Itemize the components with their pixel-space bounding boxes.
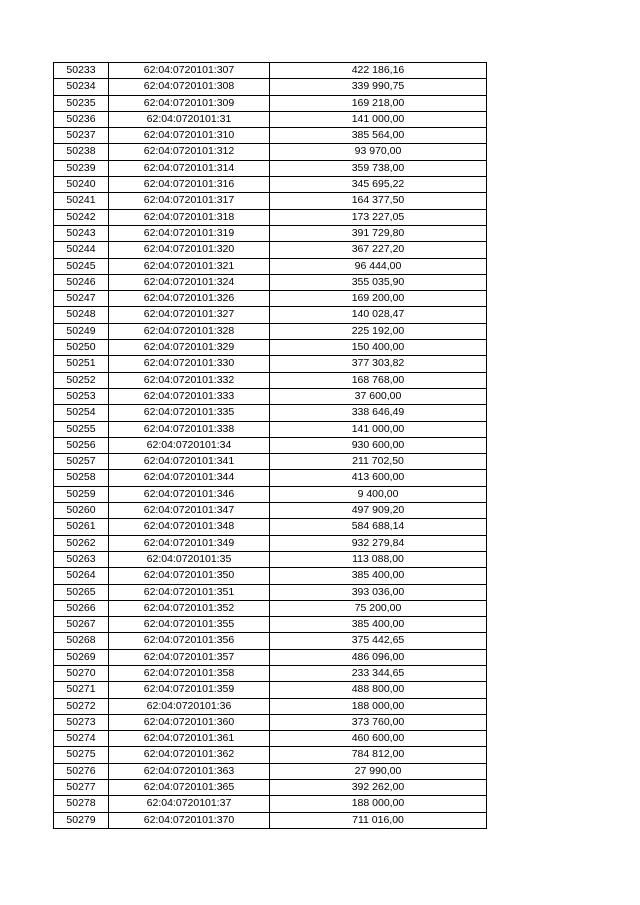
table-row	[54, 177, 487, 193]
row-number-cell: 50233	[54, 63, 109, 79]
row-number-cell: 50261	[54, 519, 109, 535]
data-table	[53, 62, 487, 829]
row-number-cell: 50254	[54, 405, 109, 421]
value-cell: 168 768,00	[270, 372, 487, 388]
value-cell: 488 800,00	[270, 682, 487, 698]
cadastral-number-cell: 62:04:0720101:370	[109, 812, 270, 828]
row-number-cell: 50275	[54, 747, 109, 763]
row-number-cell: 50278	[54, 796, 109, 812]
row-number-cell: 50272	[54, 698, 109, 714]
cadastral-number-cell: 62:04:0720101:329	[109, 340, 270, 356]
cadastral-number-cell: 62:04:0720101:346	[109, 486, 270, 502]
value-cell: 355 035,90	[270, 274, 487, 290]
row-number-cell: 50266	[54, 600, 109, 616]
value-cell: 173 227,05	[270, 209, 487, 225]
row-number-cell: 50246	[54, 274, 109, 290]
row-number-cell: 50242	[54, 209, 109, 225]
cadastral-number-cell: 62:04:0720101:324	[109, 274, 270, 290]
row-number-cell: 50239	[54, 160, 109, 176]
row-number-cell: 50264	[54, 568, 109, 584]
cadastral-number-cell: 62:04:0720101:321	[109, 258, 270, 274]
value-cell: 460 600,00	[270, 731, 487, 747]
value-cell: 93 970,00	[270, 144, 487, 160]
cadastral-number-cell: 62:04:0720101:349	[109, 535, 270, 551]
cadastral-number-cell: 62:04:0720101:347	[109, 503, 270, 519]
cadastral-number-cell: 62:04:0720101:361	[109, 731, 270, 747]
table-row	[54, 649, 487, 665]
table-row	[54, 258, 487, 274]
row-number-cell: 50245	[54, 258, 109, 274]
table-row	[54, 780, 487, 796]
table-row	[54, 584, 487, 600]
row-number-cell: 50238	[54, 144, 109, 160]
row-number-cell: 50276	[54, 763, 109, 779]
cadastral-number-cell: 62:04:0720101:362	[109, 747, 270, 763]
value-cell: 422 186,16	[270, 63, 487, 79]
row-number-cell: 50244	[54, 242, 109, 258]
table-row	[54, 291, 487, 307]
cadastral-number-cell: 62:04:0720101:332	[109, 372, 270, 388]
cadastral-number-cell: 62:04:0720101:335	[109, 405, 270, 421]
cadastral-number-cell: 62:04:0720101:316	[109, 177, 270, 193]
table-row	[54, 470, 487, 486]
cadastral-number-cell: 62:04:0720101:356	[109, 633, 270, 649]
cadastral-number-cell: 62:04:0720101:320	[109, 242, 270, 258]
cadastral-number-cell: 62:04:0720101:341	[109, 454, 270, 470]
table-body	[54, 63, 487, 829]
table-row	[54, 763, 487, 779]
value-cell: 233 344,65	[270, 665, 487, 681]
table-row	[54, 323, 487, 339]
value-cell: 486 096,00	[270, 649, 487, 665]
table-row	[54, 340, 487, 356]
cadastral-number-cell: 62:04:0720101:333	[109, 388, 270, 404]
value-cell: 413 600,00	[270, 470, 487, 486]
cadastral-number-cell: 62:04:0720101:314	[109, 160, 270, 176]
table-row	[54, 63, 487, 79]
value-cell: 27 990,00	[270, 763, 487, 779]
value-cell: 932 279,84	[270, 535, 487, 551]
value-cell: 75 200,00	[270, 600, 487, 616]
row-number-cell: 50269	[54, 649, 109, 665]
table-row	[54, 372, 487, 388]
value-cell: 37 600,00	[270, 388, 487, 404]
table-row	[54, 193, 487, 209]
table-row	[54, 209, 487, 225]
row-number-cell: 50250	[54, 340, 109, 356]
value-cell: 711 016,00	[270, 812, 487, 828]
row-number-cell: 50259	[54, 486, 109, 502]
row-number-cell: 50234	[54, 79, 109, 95]
value-cell: 367 227,20	[270, 242, 487, 258]
table-row	[54, 128, 487, 144]
table-row	[54, 682, 487, 698]
row-number-cell: 50273	[54, 714, 109, 730]
row-number-cell: 50262	[54, 535, 109, 551]
cadastral-number-cell: 62:04:0720101:351	[109, 584, 270, 600]
cadastral-number-cell: 62:04:0720101:360	[109, 714, 270, 730]
row-number-cell: 50252	[54, 372, 109, 388]
cadastral-number-cell: 62:04:0720101:348	[109, 519, 270, 535]
row-number-cell: 50271	[54, 682, 109, 698]
cadastral-number-cell: 62:04:0720101:359	[109, 682, 270, 698]
cadastral-number-cell: 62:04:0720101:338	[109, 421, 270, 437]
table-row	[54, 225, 487, 241]
value-cell: 140 028,47	[270, 307, 487, 323]
value-cell: 345 695,22	[270, 177, 487, 193]
cadastral-number-cell: 62:04:0720101:358	[109, 665, 270, 681]
row-number-cell: 50270	[54, 665, 109, 681]
cadastral-number-cell: 62:04:0720101:365	[109, 780, 270, 796]
cadastral-number-cell: 62:04:0720101:31	[109, 111, 270, 127]
row-number-cell: 50255	[54, 421, 109, 437]
value-cell: 338 646,49	[270, 405, 487, 421]
table-row	[54, 111, 487, 127]
value-cell: 113 088,00	[270, 551, 487, 567]
cadastral-number-cell: 62:04:0720101:327	[109, 307, 270, 323]
cadastral-number-cell: 62:04:0720101:317	[109, 193, 270, 209]
table-row	[54, 747, 487, 763]
value-cell: 339 990,75	[270, 79, 487, 95]
row-number-cell: 50247	[54, 291, 109, 307]
table-row	[54, 503, 487, 519]
value-cell: 169 218,00	[270, 95, 487, 111]
row-number-cell: 50235	[54, 95, 109, 111]
table-row	[54, 356, 487, 372]
table-row	[54, 486, 487, 502]
value-cell: 385 400,00	[270, 617, 487, 633]
value-cell: 930 600,00	[270, 437, 487, 453]
table-row	[54, 405, 487, 421]
cadastral-number-cell: 62:04:0720101:326	[109, 291, 270, 307]
value-cell: 359 738,00	[270, 160, 487, 176]
table-row	[54, 519, 487, 535]
value-cell: 141 000,00	[270, 111, 487, 127]
row-number-cell: 50251	[54, 356, 109, 372]
table-row	[54, 535, 487, 551]
cadastral-number-cell: 62:04:0720101:34	[109, 437, 270, 453]
cadastral-number-cell: 62:04:0720101:309	[109, 95, 270, 111]
table-row	[54, 454, 487, 470]
row-number-cell: 50249	[54, 323, 109, 339]
value-cell: 385 400,00	[270, 568, 487, 584]
value-cell: 377 303,82	[270, 356, 487, 372]
value-cell: 150 400,00	[270, 340, 487, 356]
value-cell: 375 442,65	[270, 633, 487, 649]
cadastral-number-cell: 62:04:0720101:310	[109, 128, 270, 144]
value-cell: 373 760,00	[270, 714, 487, 730]
row-number-cell: 50237	[54, 128, 109, 144]
table-row	[54, 144, 487, 160]
document-page	[53, 62, 487, 829]
table-row	[54, 95, 487, 111]
row-number-cell: 50258	[54, 470, 109, 486]
table-row	[54, 437, 487, 453]
table-row	[54, 160, 487, 176]
table-row	[54, 274, 487, 290]
table-row	[54, 568, 487, 584]
row-number-cell: 50256	[54, 437, 109, 453]
row-number-cell: 50265	[54, 584, 109, 600]
cadastral-number-cell: 62:04:0720101:352	[109, 600, 270, 616]
cadastral-number-cell: 62:04:0720101:307	[109, 63, 270, 79]
value-cell: 784 812,00	[270, 747, 487, 763]
row-number-cell: 50257	[54, 454, 109, 470]
table-row	[54, 242, 487, 258]
cadastral-number-cell: 62:04:0720101:36	[109, 698, 270, 714]
cadastral-number-cell: 62:04:0720101:344	[109, 470, 270, 486]
value-cell: 393 036,00	[270, 584, 487, 600]
value-cell: 188 000,00	[270, 796, 487, 812]
cadastral-number-cell: 62:04:0720101:330	[109, 356, 270, 372]
row-number-cell: 50268	[54, 633, 109, 649]
row-number-cell: 50236	[54, 111, 109, 127]
table-row	[54, 665, 487, 681]
value-cell: 584 688,14	[270, 519, 487, 535]
cadastral-number-cell: 62:04:0720101:328	[109, 323, 270, 339]
table-row	[54, 731, 487, 747]
value-cell: 9 400,00	[270, 486, 487, 502]
value-cell: 169 200,00	[270, 291, 487, 307]
row-number-cell: 50263	[54, 551, 109, 567]
cadastral-number-cell: 62:04:0720101:355	[109, 617, 270, 633]
row-number-cell: 50260	[54, 503, 109, 519]
table-row	[54, 714, 487, 730]
value-cell: 385 564,00	[270, 128, 487, 144]
row-number-cell: 50277	[54, 780, 109, 796]
cadastral-number-cell: 62:04:0720101:35	[109, 551, 270, 567]
table-row	[54, 796, 487, 812]
row-number-cell: 50248	[54, 307, 109, 323]
row-number-cell: 50279	[54, 812, 109, 828]
table-row	[54, 698, 487, 714]
value-cell: 392 262,00	[270, 780, 487, 796]
cadastral-number-cell: 62:04:0720101:318	[109, 209, 270, 225]
value-cell: 164 377,50	[270, 193, 487, 209]
cadastral-number-cell: 62:04:0720101:319	[109, 225, 270, 241]
cadastral-number-cell: 62:04:0720101:312	[109, 144, 270, 160]
table-row	[54, 421, 487, 437]
row-number-cell: 50253	[54, 388, 109, 404]
cadastral-number-cell: 62:04:0720101:350	[109, 568, 270, 584]
value-cell: 391 729,80	[270, 225, 487, 241]
cadastral-number-cell: 62:04:0720101:37	[109, 796, 270, 812]
value-cell: 211 702,50	[270, 454, 487, 470]
table-row	[54, 79, 487, 95]
row-number-cell: 50240	[54, 177, 109, 193]
value-cell: 141 000,00	[270, 421, 487, 437]
table-row	[54, 617, 487, 633]
cadastral-number-cell: 62:04:0720101:308	[109, 79, 270, 95]
row-number-cell: 50267	[54, 617, 109, 633]
table-row	[54, 388, 487, 404]
table-row	[54, 600, 487, 616]
table-row	[54, 633, 487, 649]
row-number-cell: 50241	[54, 193, 109, 209]
value-cell: 96 444,00	[270, 258, 487, 274]
cadastral-number-cell: 62:04:0720101:357	[109, 649, 270, 665]
row-number-cell: 50243	[54, 225, 109, 241]
table-row	[54, 551, 487, 567]
table-row	[54, 812, 487, 828]
value-cell: 225 192,00	[270, 323, 487, 339]
cadastral-number-cell: 62:04:0720101:363	[109, 763, 270, 779]
value-cell: 497 909,20	[270, 503, 487, 519]
table-row	[54, 307, 487, 323]
row-number-cell: 50274	[54, 731, 109, 747]
value-cell: 188 000,00	[270, 698, 487, 714]
